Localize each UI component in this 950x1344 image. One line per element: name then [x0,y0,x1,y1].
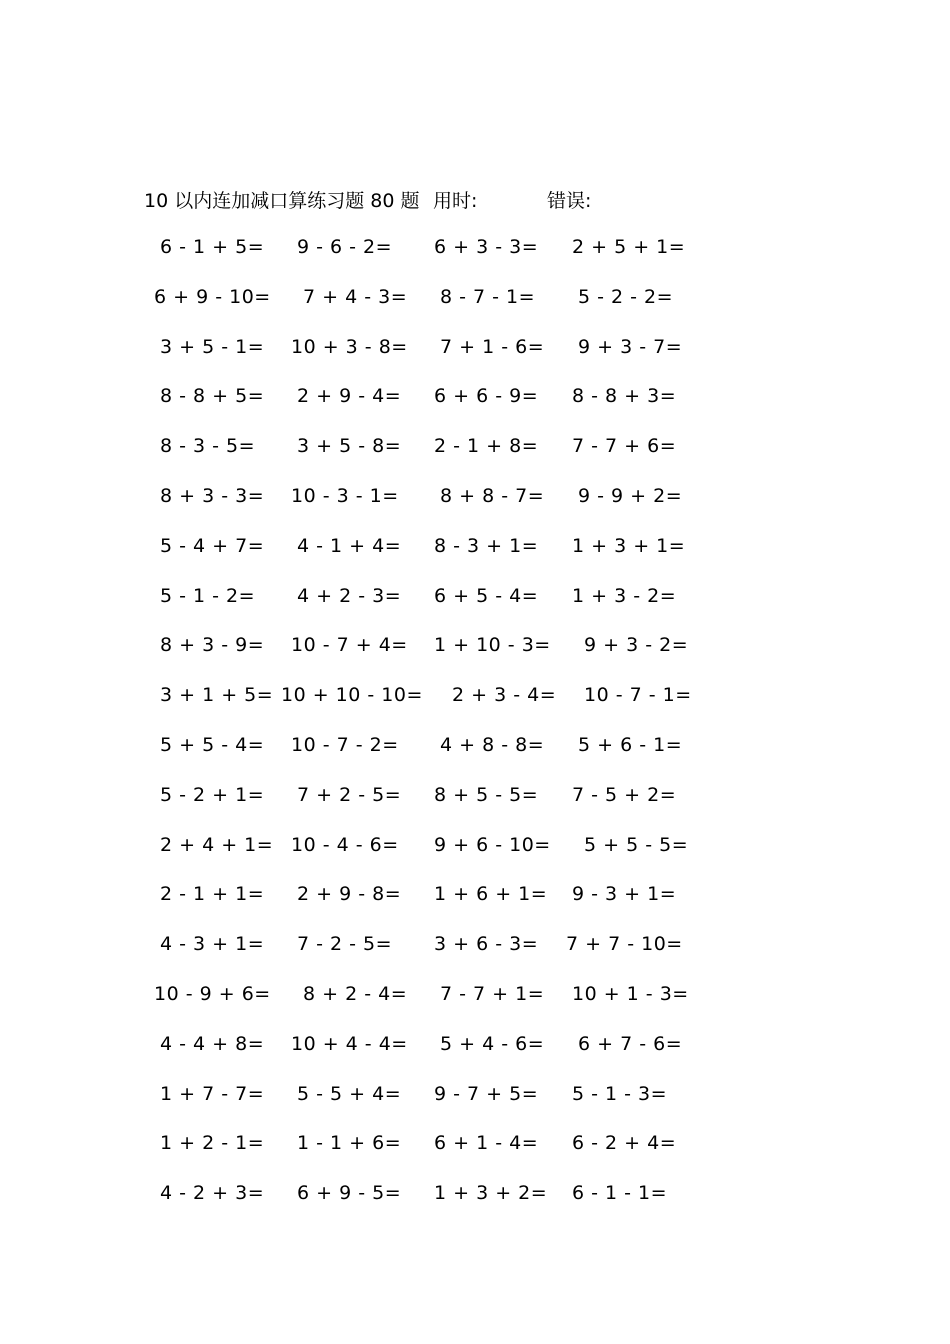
problem-item: 1 + 2 - 1= [160,1132,265,1155]
problem-item: 10 + 3 - 8= [291,335,408,358]
problem-item: 8 - 8 + 3= [572,385,677,408]
problem-item: 6 + 7 - 6= [578,1032,683,1055]
errors-label: 错误: [547,190,592,212]
problem-row [0,834,950,884]
problem-item: 9 - 9 + 2= [578,484,683,507]
problem-item: 9 + 3 - 2= [584,634,689,657]
problem-item: 5 - 1 - 3= [572,1082,668,1105]
problem-item: 5 + 5 - 5= [584,833,689,856]
problem-item: 5 - 1 - 2= [160,584,256,607]
problem-row [0,1083,950,1133]
problem-item: 10 - 4 - 6= [291,833,399,856]
problem-item: 3 + 6 - 3= [434,933,539,956]
problem-item: 1 - 1 + 6= [297,1132,402,1155]
problem-item: 7 - 5 + 2= [572,783,677,806]
problem-grid [0,236,950,1232]
problem-item: 7 - 2 - 5= [297,933,393,956]
problem-row [0,286,950,336]
problem-row [0,535,950,585]
problem-row [0,1182,950,1232]
problem-item: 3 + 5 - 1= [160,335,265,358]
problem-row [0,485,950,535]
problem-row [0,1033,950,1083]
problem-item: 5 + 4 - 6= [440,1032,545,1055]
problem-item: 4 - 1 + 4= [297,534,402,557]
problem-item: 9 + 3 - 7= [578,335,683,358]
problem-item: 6 + 1 - 4= [434,1132,539,1155]
problem-row [0,734,950,784]
problem-item: 5 - 4 + 7= [160,534,265,557]
problem-row [0,784,950,834]
problem-row [0,336,950,386]
problem-row [0,684,950,734]
worksheet-title: 10 以内连加减口算练习题 80 题 [144,190,420,212]
problem-item: 7 + 4 - 3= [303,285,408,308]
problem-item: 6 - 2 + 4= [572,1132,677,1155]
problem-item: 9 - 7 + 5= [434,1082,539,1105]
problem-item: 8 - 7 - 1= [440,285,536,308]
problem-item: 8 + 3 - 9= [160,634,265,657]
problem-item: 3 + 5 - 8= [297,435,402,458]
problem-item: 9 - 3 + 1= [572,883,677,906]
problem-item: 3 + 1 + 5= [160,684,274,707]
problem-item: 7 + 2 - 5= [297,783,402,806]
problem-item: 7 - 7 + 1= [440,982,545,1005]
problem-item: 8 - 8 + 5= [160,385,265,408]
problem-item: 6 + 6 - 9= [434,385,539,408]
problem-item: 8 + 5 - 5= [434,783,539,806]
problem-item: 1 + 3 + 2= [434,1182,548,1205]
problem-item: 7 + 7 - 10= [566,933,683,956]
problem-item: 8 + 8 - 7= [440,484,545,507]
problem-row [0,385,950,435]
problem-item: 10 - 3 - 1= [291,484,399,507]
problem-item: 8 - 3 - 5= [160,435,256,458]
problem-item: 1 + 3 + 1= [572,534,686,557]
problem-item: 5 + 6 - 1= [578,733,683,756]
problem-item: 5 + 5 - 4= [160,733,265,756]
problem-item: 7 - 7 + 6= [572,435,677,458]
problem-item: 4 + 2 - 3= [297,584,402,607]
problem-row [0,1132,950,1182]
problem-item: 4 + 8 - 8= [440,733,545,756]
problem-item: 1 + 7 - 7= [160,1082,265,1105]
problem-row [0,983,950,1033]
problem-item: 10 + 4 - 4= [291,1032,408,1055]
problem-row [0,933,950,983]
problem-item: 10 - 7 - 1= [584,684,692,707]
problem-item: 4 - 2 + 3= [160,1182,265,1205]
problem-item: 10 + 1 - 3= [572,982,689,1005]
problem-item: 5 - 2 - 2= [578,285,674,308]
problem-item: 4 - 3 + 1= [160,933,265,956]
problem-item: 5 - 2 + 1= [160,783,265,806]
problem-item: 1 + 3 - 2= [572,584,677,607]
problem-item: 1 + 6 + 1= [434,883,548,906]
problem-item: 9 + 6 - 10= [434,833,551,856]
problem-item: 4 - 4 + 8= [160,1032,265,1055]
problem-item: 6 + 9 - 5= [297,1182,402,1205]
problem-item: 6 + 3 - 3= [434,236,539,258]
worksheet-header [0,186,950,214]
problem-item: 10 - 7 - 2= [291,733,399,756]
problem-row [0,883,950,933]
problem-row [0,585,950,635]
problem-item: 8 - 3 + 1= [434,534,539,557]
problem-item: 2 - 1 + 8= [434,435,539,458]
problem-item: 2 + 9 - 8= [297,883,402,906]
problem-item: 9 - 6 - 2= [297,236,393,258]
problem-item: 2 + 9 - 4= [297,385,402,408]
problem-item: 2 + 5 + 1= [572,236,686,258]
time-label: 用时: [433,190,478,212]
problem-item: 2 + 4 + 1= [160,833,274,856]
problem-item: 6 - 1 - 1= [572,1182,668,1205]
problem-item: 6 + 5 - 4= [434,584,539,607]
problem-item: 10 + 10 - 10= [281,684,423,707]
problem-row [0,634,950,684]
problem-item: 6 + 9 - 10= [154,285,271,308]
problem-item: 1 + 10 - 3= [434,634,551,657]
problem-item: 8 + 3 - 3= [160,484,265,507]
problem-item: 10 - 9 + 6= [154,982,271,1005]
problem-item: 2 + 3 - 4= [452,684,557,707]
problem-item: 5 - 5 + 4= [297,1082,402,1105]
problem-item: 6 - 1 + 5= [160,236,265,258]
problem-item: 7 + 1 - 6= [440,335,545,358]
problem-item: 2 - 1 + 1= [160,883,265,906]
problem-item: 10 - 7 + 4= [291,634,408,657]
problem-item: 8 + 2 - 4= [303,982,408,1005]
problem-row [0,236,950,286]
problem-row [0,435,950,485]
